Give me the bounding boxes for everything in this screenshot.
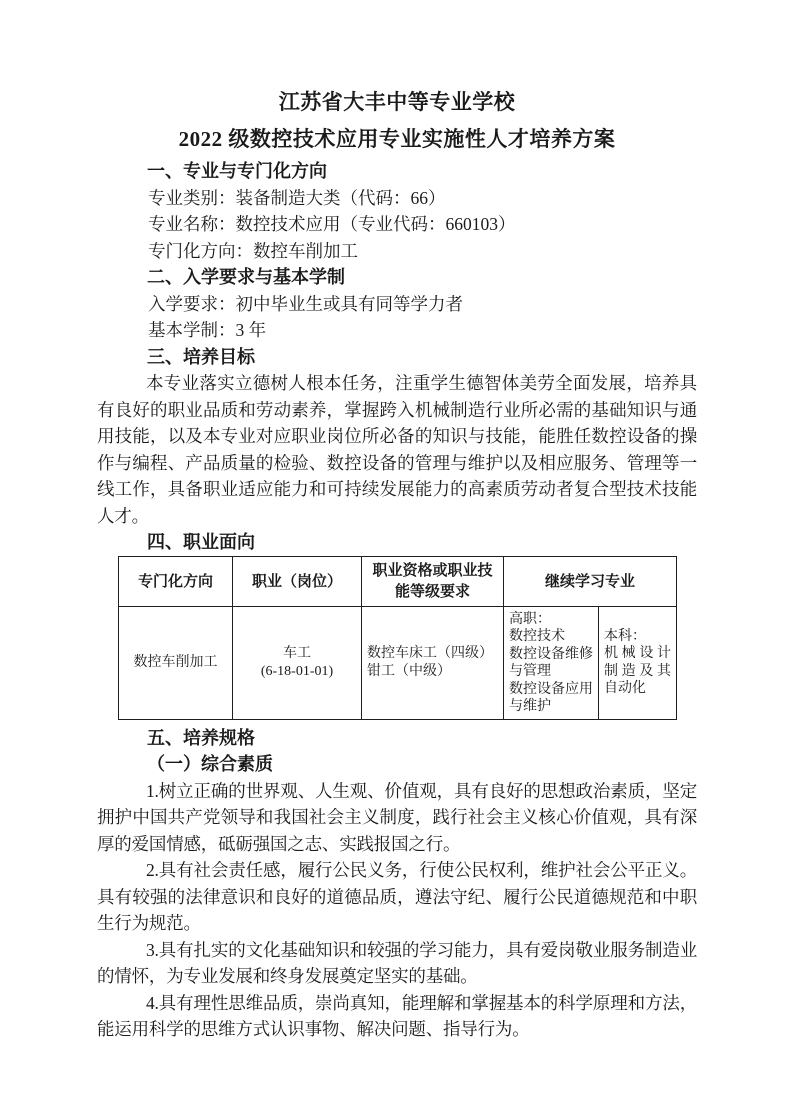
specialization-line: 专门化方向：数控车削加工 [148, 240, 358, 261]
cell-specialization: 数控车削加工 [119, 606, 233, 719]
university-major: 机械设计制造及其自动化 [604, 646, 672, 696]
section-5-heading: 五、培养规格 [147, 727, 255, 748]
college-major: 数控设备维修与管理 [509, 646, 593, 679]
schooling-length-line: 基本学制：3 年 [148, 320, 267, 340]
document-subtitle: 2022 级数控技术应用专业实施性人才培养方案 [178, 127, 616, 151]
table-header-specialization: 专门化方向 [119, 556, 233, 606]
job-code: (6-18-01-01) [260, 663, 334, 679]
major-name-line: 专业名称：数控技术应用（专业代码：660103） [148, 214, 516, 234]
quality-item-1: 1.树立正确的世界观、人生观、价值观，具有良好的思想政治素质，坚定拥护中国共产党领导和我国社会主义制度，践行社会主义核心价值观，具有深厚的爱国情感，砥砺强国之志、实践报国之行。 [97, 780, 697, 854]
quality-item-4: 4.具有理性思维品质，崇尚真知，能理解和掌握基本的科学原理和方法，能运用科学的思维方式认识事物、解决问题、指导行为。 [97, 992, 697, 1039]
cell-qualifications [362, 606, 504, 719]
table-header-job: 职业（岗位） [233, 556, 362, 606]
quality-item-2: 2.具有社会责任感，履行公民义务，行使公民权利，维护社会公平正义。具有较强的法律意识和良好的道德品质，遵法守纪、履行公民道德规范和中职生行为规范。 [97, 860, 697, 933]
table-header-row [119, 556, 677, 606]
subsection-5-1-heading: （一）综合素质 [147, 754, 273, 774]
table-header-qualification: 职业资格或职业技能等级要求 [362, 556, 504, 606]
cell-further-study-university [599, 606, 677, 719]
cell-job [233, 606, 362, 719]
document-title: 江苏省大丰中等专业学校 [278, 90, 516, 114]
job-title: 车工 [283, 646, 311, 661]
qualification-line: 数控车床工（四级） [367, 646, 493, 661]
section-3-heading: 三、培养目标 [147, 346, 255, 367]
major-category-line: 专业类别：装备制造大类（代码：66） [148, 187, 446, 208]
training-objective-paragraph: 本专业落实立德树人根本任务，注重学生德智体美劳全面发展，培养具有良好的职业品质和劳动素养，掌握跨入机械制造行业所必需的基础知识与通用技能，以及本专业对应职业岗位所必备的知识与技能，能胜任数控设备的操作与编程、产品质量的检验、数控设备的管理与维护以及相应服务、管理等一线工作，具备职业适应能力和可持续发展能力的高素质劳动者复合型技术技能人才。 [97, 373, 697, 526]
cell-further-study-college [504, 606, 599, 719]
document-content [97, 84, 697, 1043]
entry-requirement-line: 入学要求：初中毕业生或具有同等学力者 [148, 293, 463, 314]
college-major: 数控设备应用与维护 [509, 681, 593, 714]
college-label: 高职： [509, 611, 551, 627]
section-2-heading: 二、入学要求与基本学制 [147, 267, 345, 287]
college-major: 数控技术 [509, 629, 565, 644]
section-1-heading: 一、专业与专门化方向 [147, 161, 327, 181]
qualification-line: 钳工（中级） [367, 663, 451, 679]
table-body-row [119, 606, 677, 719]
section-4-heading: 四、职业面向 [147, 532, 255, 552]
career-orientation-table [118, 556, 677, 720]
table-header-further-study: 继续学习专业 [504, 556, 677, 606]
quality-item-3: 3.具有扎实的文化基础知识和较强的学习能力，具有爱岗敬业服务制造业的情怀，为专业发展和终身发展奠定坚实的基础。 [97, 939, 697, 986]
university-label: 本科： [604, 628, 646, 644]
